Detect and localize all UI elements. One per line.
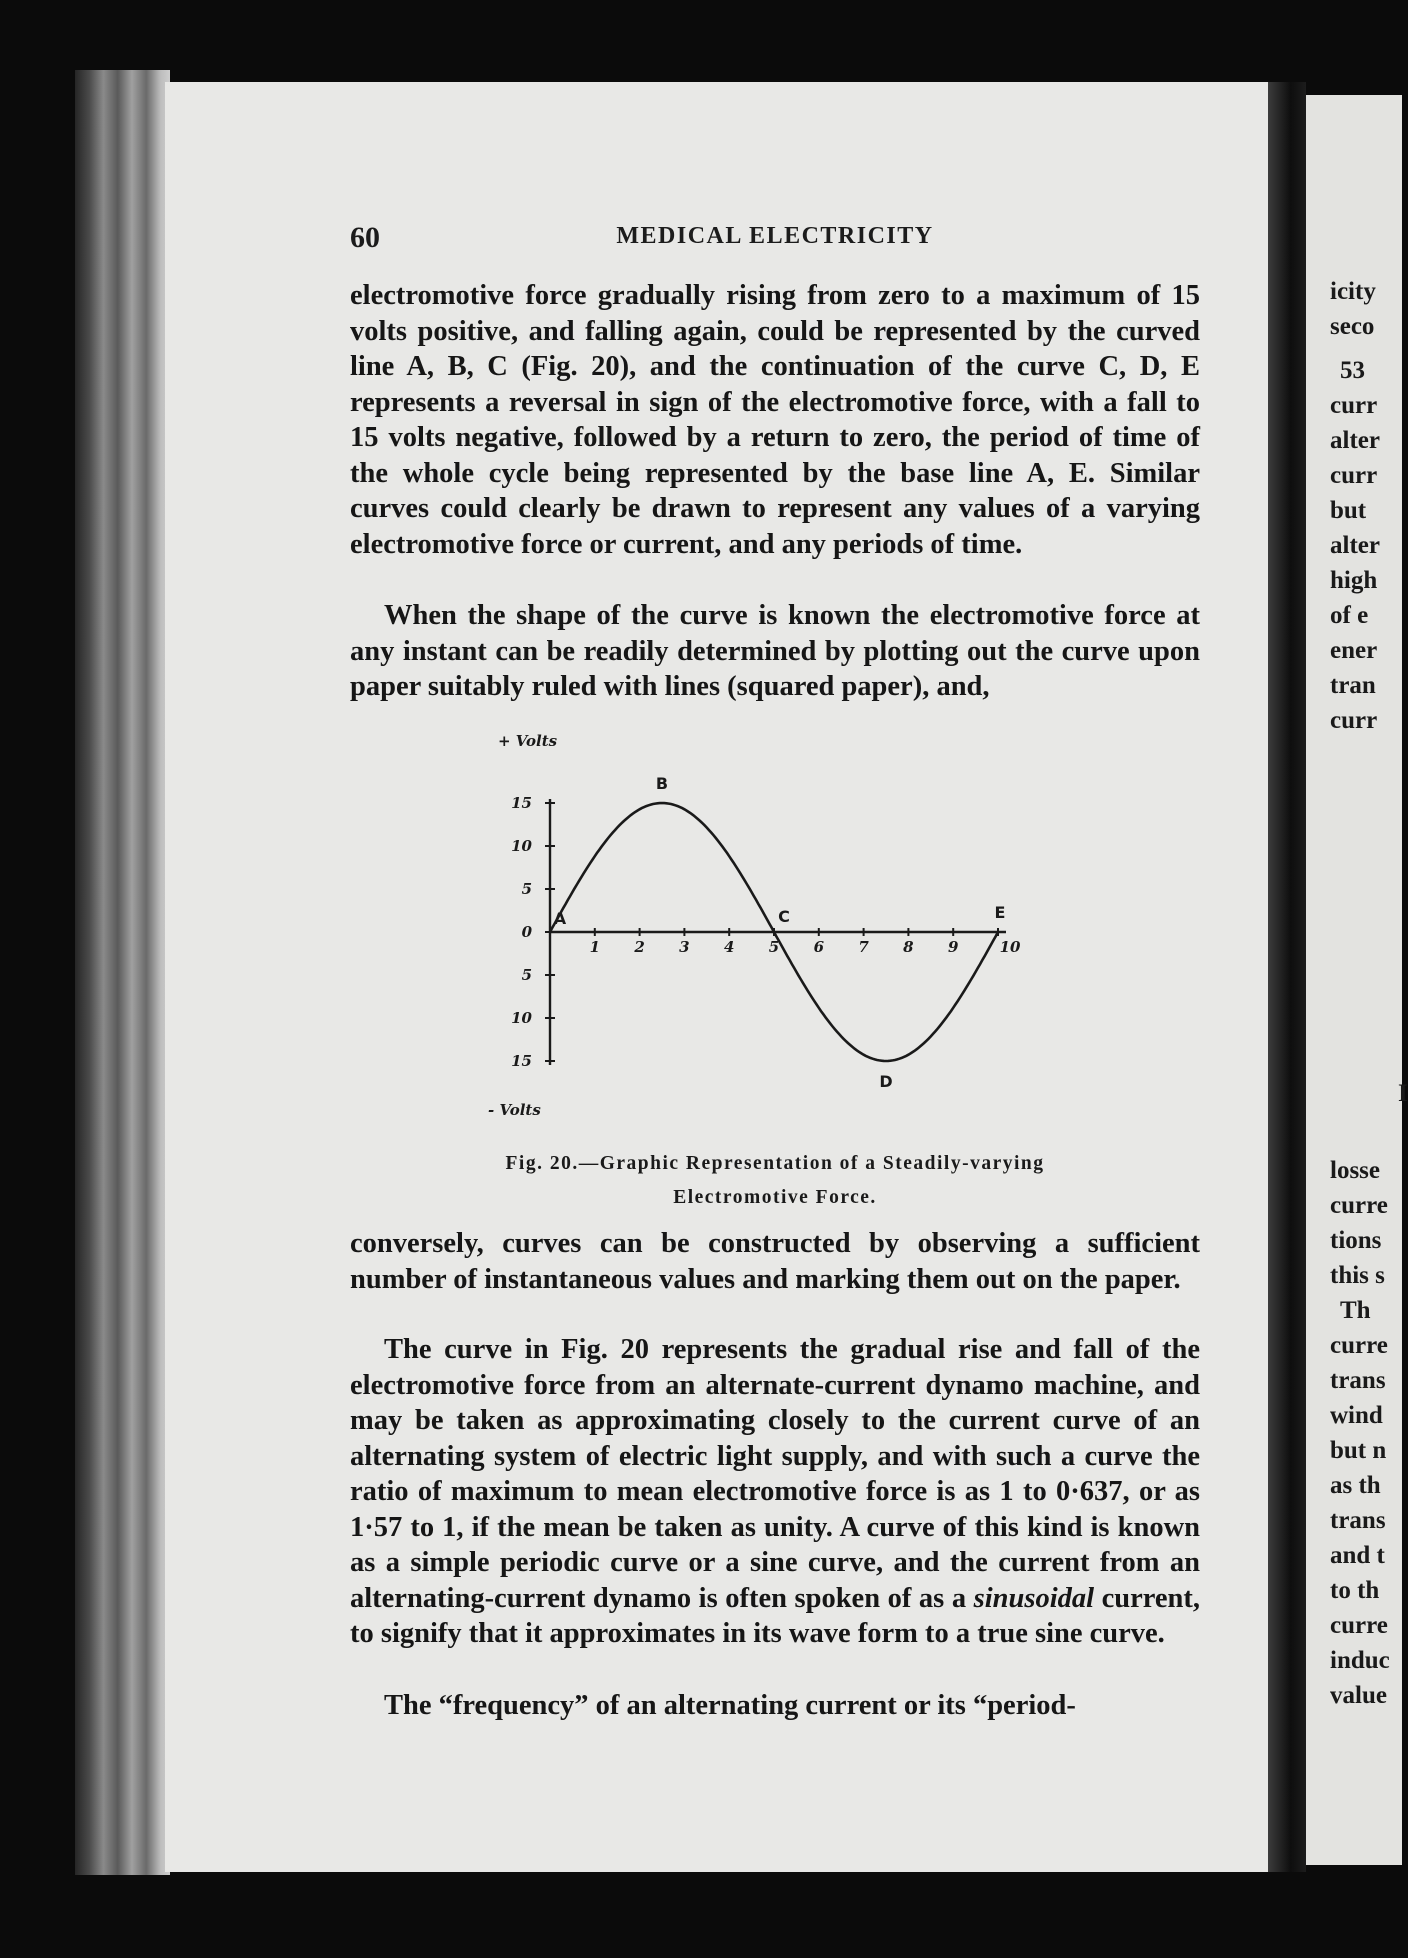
paragraph-text: The curve in Fig. 20 represents the gradual rise and fall of the electromotive force from an alternate-current dynamo machine, and may be taken as approximating closely to the current curve of an alternating system of electric light supply, and with such a curve the ratio of maximum to mean electromotive force is as 1 to 0·637, or as 1·57 to 1, if the mean be taken as unity. A curve of this kind is known as a simple periodic curve or a sine curve, and the current from an alternating-current dynamo is often spoken of as a xyxy=(350,1334,1200,1614)
point-label-c: C xyxy=(778,907,790,926)
right-line: but xyxy=(1330,497,1367,524)
caption-line: Fig. 20.—Graphic Representation of a Steadily-varying xyxy=(505,1153,1045,1174)
right-line: but n xyxy=(1330,1437,1387,1464)
right-line: losse xyxy=(1330,1157,1380,1184)
y-tick-label: 0 xyxy=(521,923,532,941)
right-line: wind xyxy=(1330,1402,1383,1429)
right-line: curre xyxy=(1330,1332,1388,1359)
caption-line: Electromotive Force. xyxy=(673,1187,877,1208)
x-tick-label: 4 xyxy=(723,938,735,956)
right-line: trans xyxy=(1330,1367,1386,1394)
adjacent-page-fragment xyxy=(1306,95,1408,1865)
point-label-d: D xyxy=(879,1072,893,1091)
paragraph: When the shape of the curve is known the electromotive force at any instant can be readily determined by plotting out the curve upon paper suitably ruled with lines (squared paper), and, xyxy=(350,600,1200,702)
right-line: value xyxy=(1330,1682,1387,1709)
right-line: curr xyxy=(1330,392,1378,419)
y-tick-label: 5 xyxy=(521,880,532,898)
x-tick-label: 2 xyxy=(634,938,645,956)
y-tick-label: 10 xyxy=(511,837,532,855)
paragraph xyxy=(350,1332,1200,1652)
right-line: trans xyxy=(1330,1507,1386,1534)
right-line: and t xyxy=(1330,1542,1385,1569)
figure-caption xyxy=(350,1147,1200,1215)
axes xyxy=(550,799,1006,1065)
paragraph: conversely, curves can be constructed by observing a sufficient number of instantaneous values and marking them out on the paper. xyxy=(350,1228,1200,1295)
right-line: of e xyxy=(1330,602,1369,629)
x-tick-label: 3 xyxy=(679,938,690,956)
right-line: tions xyxy=(1330,1227,1382,1254)
right-line: curr xyxy=(1330,462,1378,489)
right-line: tran xyxy=(1330,672,1376,699)
right-line: alter xyxy=(1330,427,1380,454)
y-tick-label: 10 xyxy=(511,1009,532,1027)
bottom-axis-label: - Volts xyxy=(488,1101,541,1119)
right-line: icity xyxy=(1330,278,1376,305)
right-line: I xyxy=(1398,1080,1408,1107)
x-tick-label: 6 xyxy=(813,938,825,956)
right-line: to th xyxy=(1330,1577,1380,1604)
right-line: high xyxy=(1330,567,1378,594)
point-label-b: B xyxy=(655,774,669,793)
figure-sine-curve xyxy=(470,722,1070,1122)
y-tick-label: 15 xyxy=(511,1052,532,1070)
italic-term: sinusoidal xyxy=(973,1582,1095,1614)
book-gutter xyxy=(1268,82,1306,1872)
top-axis-label: + Volts xyxy=(498,732,558,750)
right-line: 53 xyxy=(1340,357,1365,384)
running-head: MEDICAL ELECTRICITY xyxy=(616,223,934,249)
paragraph-text: current, to signify that it approximates in its wave form to a true sine curve. xyxy=(350,1582,1200,1649)
right-line: as th xyxy=(1330,1472,1381,1499)
right-line: curre xyxy=(1330,1192,1388,1219)
right-line: Th xyxy=(1340,1297,1371,1324)
point-label-e: E xyxy=(994,903,1006,922)
right-line: curre xyxy=(1330,1612,1388,1639)
page-header xyxy=(350,221,1200,261)
right-line: curr xyxy=(1330,707,1378,734)
right-line: ener xyxy=(1330,637,1378,664)
sine-curve-chart xyxy=(470,722,1070,1122)
paragraph: The “frequency” of an alternating current or its “period- xyxy=(384,1690,1076,1721)
paragraph: electromotive force gradually rising from zero to a maximum of 15 volts positive, and falling again, could be represented by the curved line A, B, C (Fig. 20), and the continuation of the curve C, D, E represents a reversal in sign of the electromotive force, with a fall to 15 volts negative, followed by a return to zero, the period of time of the whole cycle being represented by the base line A, E. Similar curves could clearly be drawn to represent any values of a varying electromotive force or current, and any periods of time. xyxy=(350,280,1200,560)
page-number: 60 xyxy=(350,221,380,254)
right-line: seco xyxy=(1330,313,1375,340)
x-tick-label: 1 xyxy=(589,938,601,956)
x-tick-label: 10 xyxy=(999,938,1021,956)
book-binding xyxy=(75,70,170,1875)
right-line: this s xyxy=(1330,1262,1385,1289)
right-line: induc xyxy=(1330,1647,1390,1674)
y-tick-label: 15 xyxy=(511,794,532,812)
x-tick-label: 8 xyxy=(903,938,914,956)
y-tick-label: 5 xyxy=(521,966,532,984)
x-tick-label: 5 xyxy=(768,938,780,956)
right-line: alter xyxy=(1330,532,1380,559)
x-tick-label: 9 xyxy=(947,938,959,956)
point-label-a: A xyxy=(553,909,567,928)
x-tick-label: 7 xyxy=(858,938,869,956)
